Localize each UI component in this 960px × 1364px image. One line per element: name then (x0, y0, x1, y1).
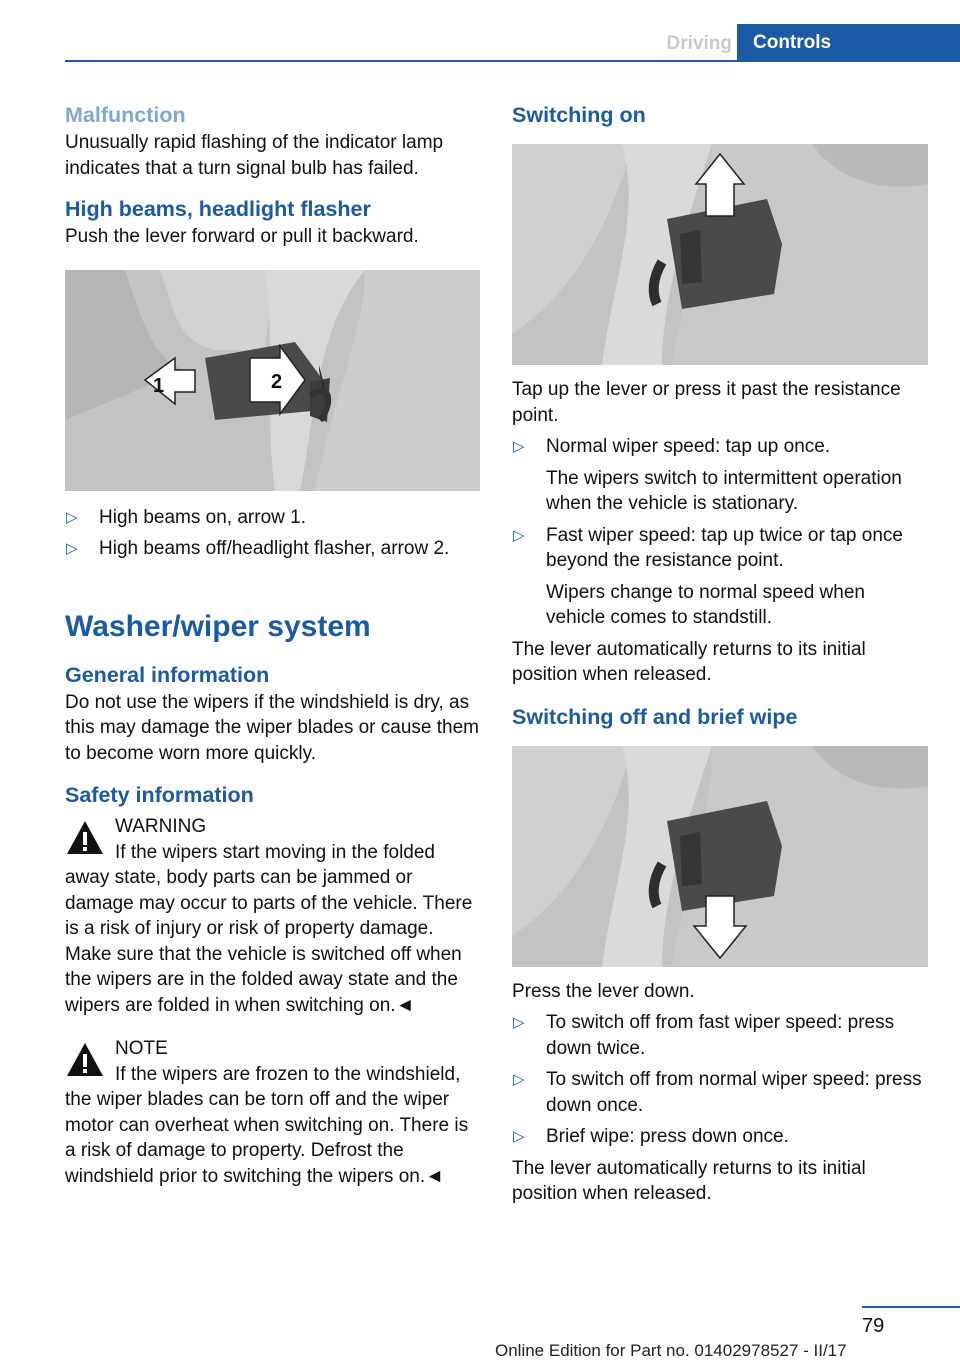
highbeam-figure (65, 270, 480, 491)
list-item: ▷ Normal wiper speed: tap up once. The wipers switch to intermittent operation when the vehicle is stationary. (512, 434, 928, 517)
switch-off-figure (512, 746, 928, 967)
warning-text: If the wipers start moving in the folded away state, body parts can be jammed or damage may occur to parts of the vehicle. There is a risk of injury or risk of property damage. Make sure that the vehicle is switched off when the wipers are in the folded away state and the wipers are folded in when switching on.◄ (65, 841, 473, 1016)
safety-heading: Safety information (65, 783, 254, 807)
warning-triangle-icon (65, 818, 105, 858)
figure-label-2: 2 (271, 370, 283, 393)
warning-label: WARNING (115, 816, 207, 837)
list-item: ▷ Brief wipe: press down once. (512, 1124, 928, 1150)
switch-on-figure (512, 144, 928, 365)
malfunction-text: Unusually rapid flashing of the indicator lamp indicates that a turn signal bulb has failed. (65, 132, 444, 179)
list-item: ▷ High beams on, arrow 1. (65, 505, 480, 531)
highbeam-text: Push the lever forward or pull it backward. (65, 226, 419, 247)
triangle-right-icon: ▷ (513, 1128, 525, 1145)
switch-on-after: The lever automatically returns to its initial position when released. (512, 638, 866, 685)
triangle-right-icon: ▷ (513, 1014, 525, 1031)
switch-on-illustration (512, 144, 928, 365)
switch-off-after: The lever automatically returns to its initial position when released. (512, 1157, 866, 1204)
left-column (65, 100, 480, 1189)
switch-on-text: Tap up the lever or press it past the resistance point. (512, 379, 901, 426)
note-label: NOTE (115, 1038, 168, 1059)
triangle-right-icon: ▷ (513, 1071, 525, 1088)
highbeam-illustration (65, 270, 480, 491)
tab-controls: Controls (737, 24, 960, 62)
triangle-right-icon: ▷ (66, 508, 78, 526)
figure-label-1: 1 (153, 374, 165, 397)
edition-line: Online Edition for Part no. 01402978527 - II/17 (495, 1341, 847, 1360)
washer-heading: Washer/wiper system (65, 609, 371, 643)
triangle-right-icon: ▷ (513, 438, 525, 455)
triangle-right-icon: ▷ (66, 540, 78, 557)
general-heading: General information (65, 662, 270, 687)
switch-off-illustration (512, 746, 928, 967)
switch-off-list (512, 1010, 928, 1150)
list-item: ▷ To switch off from normal wiper speed: press down once. (513, 1069, 922, 1116)
tab-driving: Driving (666, 33, 732, 54)
switch-on-heading: Switching on (512, 103, 646, 127)
switch-off-text: Press the lever down. (512, 980, 695, 1002)
general-text: Do not use the wipers if the windshield is dry, as this may damage the wiper blades or cause them to become worn more quickly. (65, 691, 479, 764)
list-item-sub: The wipers switch to intermittent operation when the vehicle is stationary. (546, 467, 902, 514)
switch-on-list (512, 434, 928, 631)
list-item: ▷ High beams off/headlight flasher, arrow 2. (65, 536, 480, 562)
warning-triangle-icon (65, 1040, 105, 1080)
header-rule (65, 60, 960, 62)
footer-rule (862, 1306, 960, 1308)
page-number: 79 (862, 1315, 885, 1337)
list-item-sub: Wipers change to normal speed when vehicle comes to standstill. (546, 581, 865, 628)
list-item: ▷ To switch off from fast wiper speed: press down twice. (513, 1012, 895, 1059)
triangle-right-icon: ▷ (513, 526, 525, 544)
warning-block (65, 814, 480, 1018)
malfunction-heading: Malfunction (65, 103, 186, 127)
switch-off-heading: Switching off and brief wipe (512, 704, 798, 729)
right-column (512, 100, 928, 1207)
list-item: ▷ Fast wiper speed: tap up twice or tap once beyond the resistance point. Wipers change to normal speed when vehicle comes to standstill. (512, 523, 928, 631)
highbeam-list (65, 505, 480, 562)
highbeam-heading: High beams, headlight flasher (65, 197, 371, 221)
note-block (65, 1036, 480, 1189)
note-text: If the wipers are frozen to the windshield, the wiper blades can be torn off and the wiper motor can overheat when switching on. There is a risk of damage to property. Defrost the windshield prior to switching the wipers on.◄ (65, 1063, 469, 1187)
